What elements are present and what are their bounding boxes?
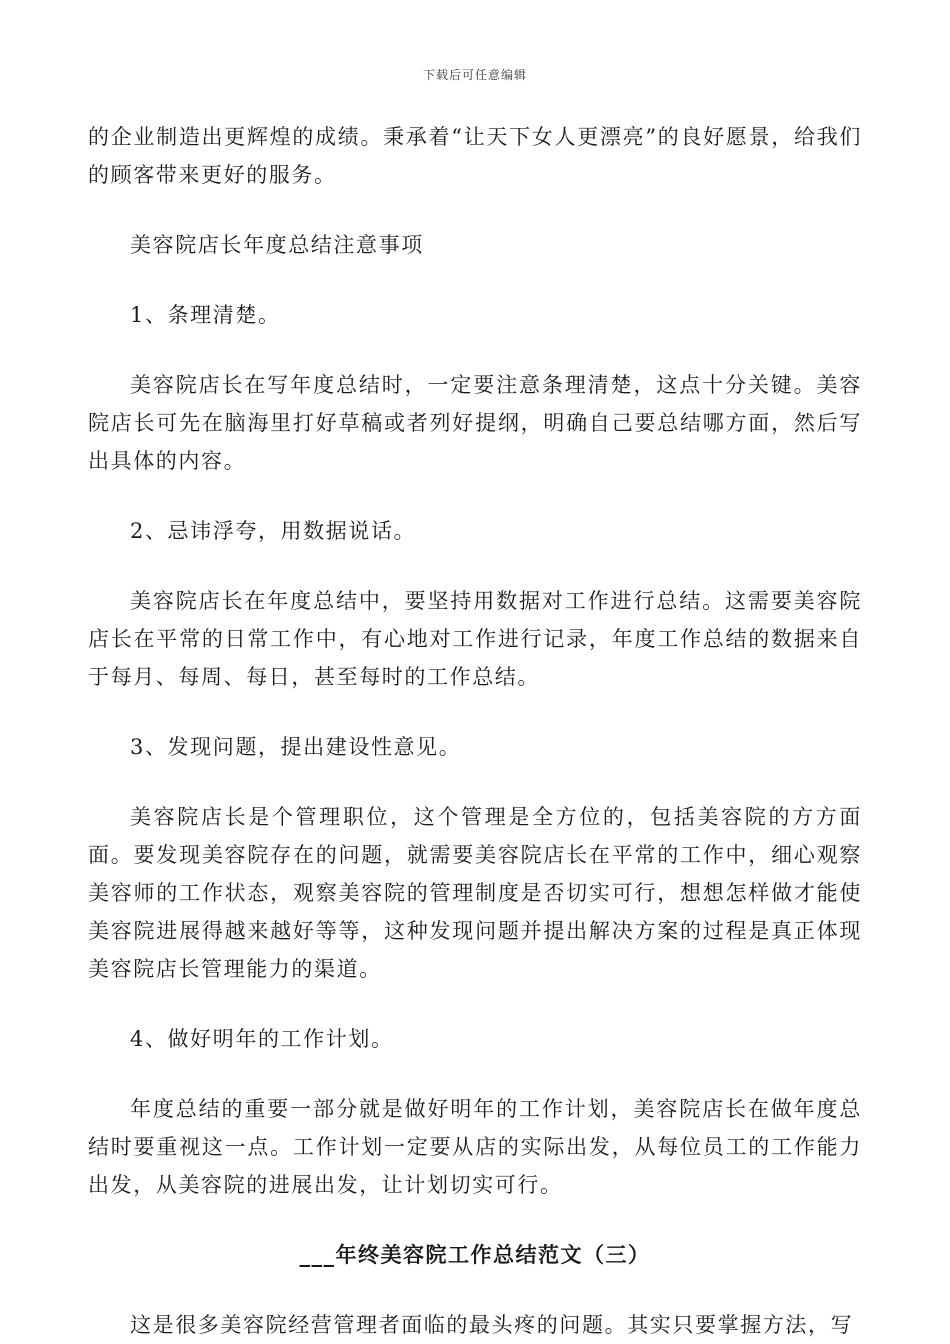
list-item-2-body: 美容院店长在年度总结中，要坚持用数据对工作进行总结。这需要美容院店长在平常的日常工作中，有心地对工作进行记录，年度工作总结的数据来自于每月、每周、每日，甚至每时的工作总结。	[88, 589, 862, 689]
section-title-notes: 美容院店长年度总结注意事项	[130, 233, 424, 257]
paragraph-intro-3: 这是很多美容院经营管理者面临的最头疼的问题。其实只要掌握方法，写	[130, 1313, 854, 1337]
list-item-3-title: 3、发现问题，提出建设性意见。	[130, 735, 462, 759]
list-item-1-title: 1、条理清楚。	[130, 303, 281, 327]
document-body	[88, 118, 862, 1344]
section-heading-3: ___年终美容院工作总结范文（三）	[299, 1243, 651, 1267]
list-item-4-title: 4、做好明年的工作计划。	[130, 1027, 394, 1051]
list-item-3-body: 美容院店长是个管理职位，这个管理是全方位的，包括美容院的方方面面。要发现美容院存在的问题，就需要美容院店长在平常的工作中，细心观察美容师的工作状态，观察美容院的管理制度是否切实可行，想想怎样做才能使美容院进展得越来越好等等，这种发现问题并提出解决方案的过程是真正体现美容院店长管理能力的渠道。	[88, 805, 862, 981]
list-item-2-title: 2、忌讳浮夸，用数据说话。	[130, 519, 417, 543]
paragraph-continuation: 的企业制造出更辉煌的成绩。秉承着“让天下女人更漂亮”的良好愿景，给我们的顾客带来更好的服务。	[88, 125, 862, 187]
list-item-1-body: 美容院店长在写年度总结时，一定要注意条理清楚，这点十分关键。美容院店长可先在脑海里打好草稿或者列好提纲，明确自己要总结哪方面，然后写出具体的内容。	[88, 373, 862, 473]
list-item-4-body: 年度总结的重要一部分就是做好明年的工作计划，美容院店长在做年度总结时要重视这一点。工作计划一定要从店的实际出发，从每位员工的工作能力出发，从美容院的进展出发，让计划切实可行。	[88, 1097, 862, 1197]
header-note: 下载后可任意编辑	[422, 68, 527, 82]
